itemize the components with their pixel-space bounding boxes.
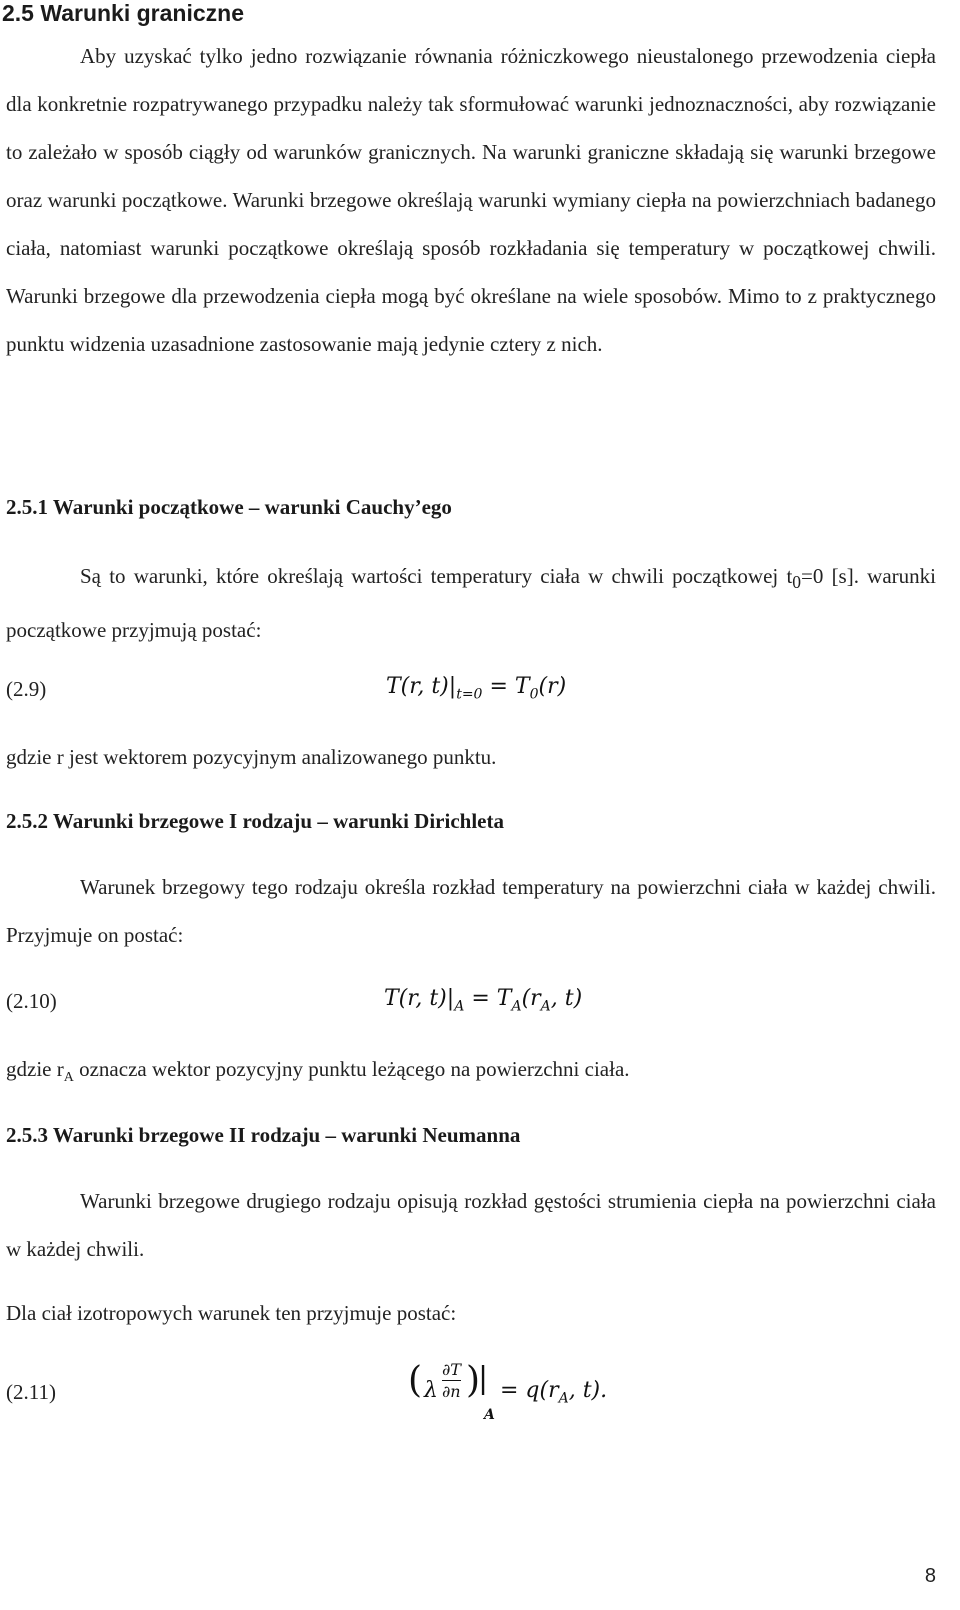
- cauchy-note: gdzie r jest wektorem pozycyjnym analizowanego punktu.: [6, 745, 497, 769]
- eq-2-9-number: (2.9): [6, 677, 47, 701]
- eq-2-10-formula: T(r, $t)|_A = T_A(r_A$, t): [384, 986, 583, 1015]
- isotropic-line: Dla ciał izotropowych warunek ten przyjmuje postać:: [6, 1301, 457, 1325]
- dirichlet-paragraph: Warunek brzegowy tego rodzaju określa rozkład temperatury na powierzchni ciała w każdej chwili. Przyjmuje on postać:: [6, 875, 936, 947]
- eq-2-11-number: (2.11): [6, 1380, 56, 1404]
- cauchy-heading: 2.5.1 Warunki początkowe – warunki Cauchy’ego: [6, 495, 452, 519]
- cauchy-paragraph: Są to warunki, które określają wartości temperatury ciała w chwili początkowej $t_0=0$ [s]. warunki początkowe przyjmują postać:: [6, 564, 936, 643]
- intro-paragraph: [6, 32, 936, 368]
- intro-text: Aby uzyskać tylko jedno rozwiązanie równania różniczkowego nieustalonego przewodzenia ciepła dla konkretnie rozpatrywanego przypadku należy tak sformułować warunki jednoznaczności, aby rozwiązanie to zależało w sposób ciągły od warunków granicznych. Na warunki graniczne składają się warunki brzegowe oraz warunki początkowe. Warunki brzegowe określają warunki wymiany ciepła na powierzchniach badanego ciała, natomiast warunki początkowe określają sposób rozkładania się temperatury w początkowej chwili. Warunki brzegowe dla przewodzenia ciepła mogą być określane na wiele sposobów. Mimo to z praktycznego punktu widzenia uzasadnione zastosowanie mają jedynie cztery z nich.: [6, 44, 936, 356]
- t-subscript: 0: [792, 572, 802, 593]
- dirichlet-heading: 2.5.2 Warunki brzegowe I rodzaju – warunki Dirichleta: [6, 809, 504, 833]
- dirichlet-note: gdzie $r_A$ oznacza wektor pozycyjny punktu leżącego na powierzchni ciała.: [6, 1057, 630, 1086]
- section-title: 2.5 Warunki graniczne: [2, 0, 244, 26]
- neumann-heading: 2.5.3 Warunki brzegowe II rodzaju – warunki Neumanna: [6, 1123, 521, 1147]
- eq-2-10-number: (2.10): [6, 989, 57, 1013]
- neumann-paragraph: Warunki brzegowe drugiego rodzaju opisują rozkład gęstości strumienia ciepła na powierzchni ciała w każdej chwili.: [6, 1189, 936, 1261]
- eq-2-9-formula: T(r, $t)|_{t=0} = T_0(r)$: [386, 674, 567, 703]
- page-number: 8: [924, 1565, 936, 1587]
